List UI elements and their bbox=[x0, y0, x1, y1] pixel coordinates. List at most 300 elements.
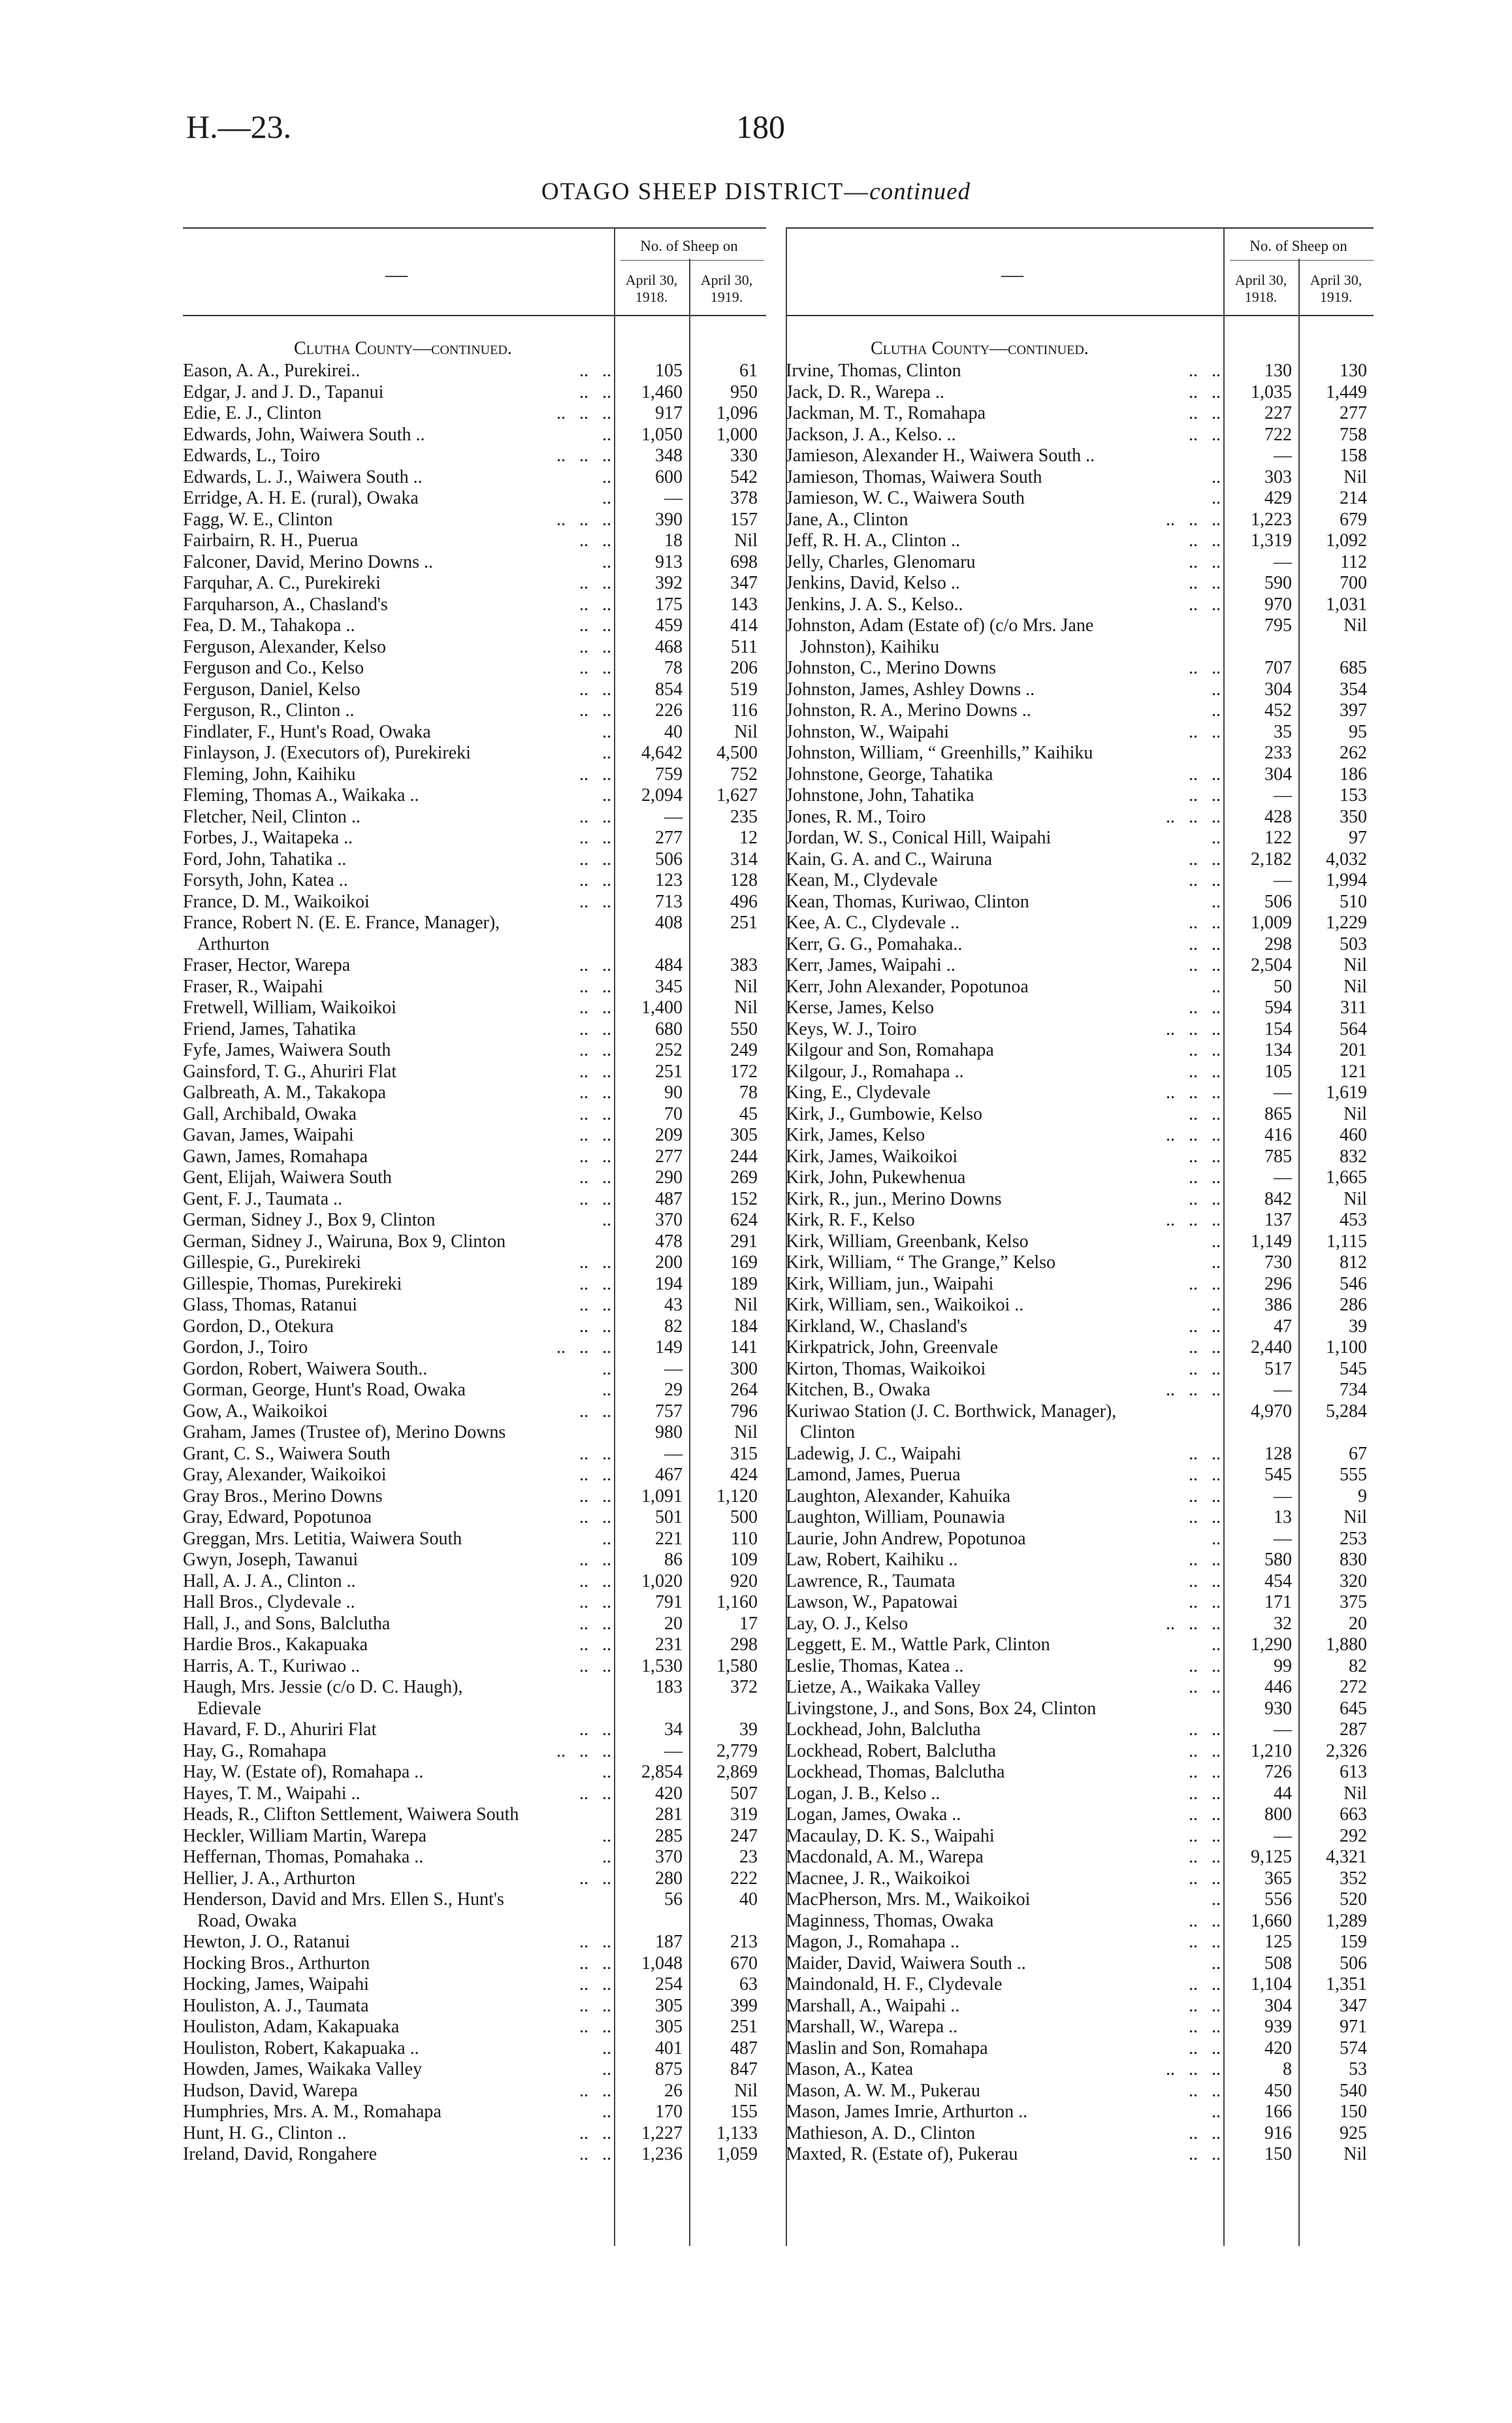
sheep-1918: 150 bbox=[1264, 2144, 1292, 2164]
leader-dots: .. bbox=[602, 2059, 611, 2079]
leader-dots: .. .. bbox=[579, 1018, 611, 1039]
table-row bbox=[183, 510, 766, 531]
owner-name: Gillespie, G., Purekireki bbox=[183, 1252, 361, 1273]
sheep-1918: 2,504 bbox=[1251, 955, 1292, 975]
leader-dots: .. .. bbox=[579, 1974, 611, 1994]
leader-dots: .. .. .. bbox=[1166, 1380, 1221, 1400]
table-row bbox=[183, 700, 766, 722]
leader-dots: .. .. bbox=[579, 1082, 611, 1103]
leader-dots: .. .. bbox=[579, 1252, 611, 1273]
sheep-1919: Nil bbox=[734, 998, 758, 1018]
leader-dots: .. bbox=[602, 466, 611, 487]
sheep-1918: 854 bbox=[655, 679, 683, 700]
page-number: 180 bbox=[736, 108, 785, 145]
leader-dots: .. .. bbox=[579, 1188, 611, 1209]
sheep-1919: 1,994 bbox=[1326, 870, 1367, 890]
table-row bbox=[183, 1826, 766, 1847]
sheep-1918: 128 bbox=[1264, 1443, 1292, 1464]
sheep-1919: 352 bbox=[1340, 1868, 1367, 1889]
leader-dots: .. .. bbox=[579, 1932, 611, 1952]
sheep-1919: Nil bbox=[734, 721, 758, 742]
sheep-1919: 546 bbox=[1340, 1273, 1367, 1294]
owner-name: Maindonald, H. F., Clydevale bbox=[786, 1974, 1003, 1994]
sheep-1919: Nil bbox=[734, 1422, 758, 1442]
leader-dots: .. .. bbox=[1189, 551, 1221, 572]
table-row bbox=[786, 849, 1374, 871]
table-row bbox=[786, 1996, 1374, 2017]
owner-name: Fairbairn, R. H., Puerua bbox=[183, 530, 359, 551]
owner-name: Marshall, W., Warepa .. bbox=[786, 2017, 958, 2037]
leader-dots: .. .. bbox=[579, 1125, 611, 1145]
table-row bbox=[786, 1719, 1374, 1741]
leader-dots: .. .. bbox=[579, 806, 611, 827]
table-row bbox=[183, 1529, 766, 1550]
table-row bbox=[183, 530, 766, 552]
sheep-1919: 734 bbox=[1340, 1380, 1367, 1400]
table-row bbox=[183, 849, 766, 871]
sheep-1918: — bbox=[1274, 1528, 1292, 1549]
table-row bbox=[786, 403, 1374, 425]
table-row bbox=[786, 1337, 1374, 1359]
owner-name: Kee, A. C., Clydevale .. bbox=[786, 913, 959, 933]
sheep-1918: 791 bbox=[655, 1592, 683, 1612]
table-row bbox=[183, 467, 766, 489]
owner-name: Johnston, Adam (Estate of) (c/o Mrs. Jane bbox=[786, 615, 1094, 636]
owner-name: Gillespie, Thomas, Purekireki bbox=[183, 1273, 402, 1294]
leader-dots: .. .. bbox=[1189, 1677, 1221, 1697]
table-row bbox=[183, 2038, 766, 2060]
owner-name: Hall, A. J. A., Clinton .. bbox=[183, 1570, 356, 1591]
owner-name: Maider, David, Waiwera South .. bbox=[786, 1953, 1026, 1974]
sheep-1918: 726 bbox=[1264, 1762, 1292, 1782]
leader-dots: .. .. bbox=[579, 2080, 611, 2101]
owner-name: Henderson, David and Mrs. Ellen S., Hunt's bbox=[183, 1889, 504, 1910]
owner-name: Gent, F. J., Taumata .. bbox=[183, 1188, 343, 1209]
sheep-1919: Nil bbox=[1343, 2144, 1367, 2164]
table-row bbox=[786, 1571, 1374, 1593]
sheep-1919: 545 bbox=[1340, 1358, 1367, 1379]
owner-name: Laurie, John Andrew, Popotunoa bbox=[786, 1528, 1026, 1549]
leader-dots: .. .. bbox=[579, 1316, 611, 1337]
table-row bbox=[183, 1953, 766, 1975]
table-row bbox=[786, 1295, 1374, 1316]
sheep-1918: 1,009 bbox=[1251, 913, 1292, 933]
table-row bbox=[183, 1316, 766, 1338]
leader-dots: .. .. .. bbox=[1166, 806, 1221, 827]
sheep-1919: 189 bbox=[730, 1273, 758, 1294]
owner-name: Mason, James Imrie, Arthurton .. bbox=[786, 2102, 1028, 2122]
owner-name: Kirk, William, Greenbank, Kelso bbox=[786, 1231, 1029, 1252]
owner-name: Grant, C. S., Waiwera South bbox=[183, 1443, 391, 1464]
sheep-1919: 319 bbox=[730, 1804, 758, 1825]
owner-name: Finlayson, J. (Executors of), Purekireki bbox=[183, 743, 471, 763]
table-row bbox=[786, 1974, 1374, 1996]
table-row bbox=[183, 1592, 766, 1614]
leader-dots: .. .. .. bbox=[1166, 1082, 1221, 1103]
leader-dots: .. bbox=[602, 1528, 611, 1549]
sheep-1919: 320 bbox=[1340, 1570, 1367, 1591]
sheep-1919: 752 bbox=[730, 764, 758, 785]
table-row bbox=[183, 2081, 766, 2102]
table-row bbox=[786, 1401, 1374, 1423]
sheep-1918: 1,149 bbox=[1251, 1231, 1292, 1252]
owner-name: Jackson, J. A., Kelso. .. bbox=[786, 424, 956, 445]
sheep-1918: 454 bbox=[1264, 1570, 1292, 1591]
left-table bbox=[183, 227, 766, 2226]
table-row bbox=[183, 1571, 766, 1593]
sheep-1919: 507 bbox=[730, 1783, 758, 1804]
sheep-1919: 155 bbox=[730, 2102, 758, 2122]
sheep-1919: 287 bbox=[1340, 1719, 1367, 1740]
sheep-1918: 757 bbox=[655, 1401, 683, 1422]
sheep-1918: 277 bbox=[655, 1146, 683, 1167]
owner-name: Edwards, John, Waiwera South .. bbox=[183, 424, 425, 445]
sheep-1919: 2,779 bbox=[716, 1740, 758, 1761]
sheep-1918: 508 bbox=[1264, 1953, 1292, 1974]
leader-dots: .. bbox=[1212, 679, 1221, 700]
sheep-1918: 501 bbox=[655, 1507, 683, 1527]
table-row bbox=[786, 1104, 1374, 1126]
sheep-1918: 390 bbox=[655, 509, 683, 530]
table-row bbox=[786, 446, 1374, 467]
section-heading bbox=[183, 337, 766, 361]
sheep-1918: 785 bbox=[1264, 1146, 1292, 1167]
owner-name: Hocking, James, Waipahi bbox=[183, 1974, 369, 1994]
sheep-1918: 40 bbox=[664, 721, 683, 742]
table-row bbox=[183, 488, 766, 510]
owner-name: Glass, Thomas, Ratanui bbox=[183, 1295, 358, 1315]
sheep-1918: 429 bbox=[1264, 488, 1292, 508]
leader-dots: .. .. bbox=[579, 891, 611, 912]
owner-name: Forsyth, John, Katea .. bbox=[183, 870, 348, 890]
sheep-1918: 594 bbox=[1264, 998, 1292, 1018]
owner-name: Hall, J., and Sons, Balclutha bbox=[183, 1613, 391, 1634]
table-row bbox=[786, 2038, 1374, 2060]
right-header-no-of-sheep: No. of Sheep on bbox=[1249, 238, 1347, 254]
table-row bbox=[183, 679, 766, 701]
sheep-1919: Nil bbox=[1343, 1103, 1367, 1124]
sheep-1918: 8 bbox=[1283, 2059, 1292, 2079]
sheep-1919: 300 bbox=[730, 1358, 758, 1379]
sheep-1918: 20 bbox=[664, 1613, 683, 1634]
leader-dots: .. .. .. bbox=[556, 446, 611, 466]
sheep-1919: 40 bbox=[739, 1889, 758, 1910]
table-row bbox=[786, 1082, 1374, 1104]
owner-name: Jenkins, J. A. S., Kelso.. bbox=[786, 594, 963, 615]
table-row bbox=[183, 1486, 766, 1508]
leader-dots: .. .. bbox=[579, 2017, 611, 2037]
owner-name: Hall Bros., Clydevale .. bbox=[183, 1592, 355, 1612]
owner-name: Jones, R. M., Toiro bbox=[786, 806, 926, 827]
table-row bbox=[786, 1465, 1374, 1486]
owner-name: Johnston, R. A., Merino Downs .. bbox=[786, 700, 1031, 721]
owner-name: Kuriwao Station (J. C. Borthwick, Manager), bbox=[786, 1401, 1117, 1422]
sheep-1918: 194 bbox=[655, 1273, 683, 1294]
sheep-1918: 4,970 bbox=[1251, 1401, 1292, 1422]
sheep-1919: 1,665 bbox=[1326, 1167, 1367, 1188]
sheep-1918: 90 bbox=[664, 1082, 683, 1103]
sheep-1919: 152 bbox=[730, 1188, 758, 1209]
sheep-1919: 1,449 bbox=[1326, 382, 1367, 402]
owner-name: Macnee, J. R., Waikoikoi bbox=[786, 1868, 971, 1889]
table-row bbox=[183, 2059, 766, 2081]
sheep-1919: 372 bbox=[730, 1677, 758, 1697]
leader-dots: .. .. bbox=[1189, 2122, 1221, 2143]
leader-dots: .. .. bbox=[1189, 1337, 1221, 1358]
table-row bbox=[183, 1104, 766, 1126]
owner-name: Greggan, Mrs. Letitia, Waiwera South bbox=[183, 1528, 462, 1549]
owner-name: Macaulay, D. K. S., Waipahi bbox=[786, 1825, 995, 1846]
sheep-1919: 383 bbox=[730, 955, 758, 975]
table-row bbox=[786, 1040, 1374, 1062]
owner-name: Harris, A. T., Kuriwao .. bbox=[183, 1655, 361, 1676]
sheep-1919: 262 bbox=[1340, 743, 1367, 763]
owner-name: Logan, J. B., Kelso .. bbox=[786, 1783, 941, 1804]
table-row bbox=[183, 446, 766, 467]
table-row bbox=[183, 1019, 766, 1041]
leader-dots: .. .. bbox=[579, 530, 611, 551]
sheep-1918: 370 bbox=[655, 1847, 683, 1867]
table-row bbox=[183, 722, 766, 743]
sheep-1918: 487 bbox=[655, 1188, 683, 1209]
leader-dots: .. .. bbox=[1189, 530, 1221, 551]
sheep-1918: 1,210 bbox=[1251, 1740, 1292, 1761]
table-row bbox=[786, 1911, 1374, 1932]
leader-dots: .. .. bbox=[1189, 403, 1221, 423]
table-row bbox=[183, 998, 766, 1019]
leader-dots: .. .. bbox=[1189, 1655, 1221, 1676]
leader-dots: .. .. bbox=[1189, 573, 1221, 593]
sheep-1919: 130 bbox=[1340, 361, 1367, 381]
sheep-1919: 847 bbox=[730, 2059, 758, 2079]
owner-name: German, Sidney J., Wairuna, Box 9, Clinton bbox=[183, 1231, 506, 1252]
table-row bbox=[183, 1783, 766, 1805]
owner-name: Hay, G., Romahapa bbox=[183, 1740, 327, 1761]
owner-name: Edwards, L., Toiro bbox=[183, 446, 320, 466]
sheep-1918: 226 bbox=[655, 700, 683, 721]
owner-name: Jamieson, Thomas, Waiwera South bbox=[786, 466, 1042, 487]
table-row bbox=[786, 361, 1374, 382]
table-row bbox=[183, 892, 766, 913]
sheep-1919: 315 bbox=[730, 1443, 758, 1464]
sheep-1918: 730 bbox=[1264, 1252, 1292, 1273]
leader-dots: .. .. bbox=[579, 1040, 611, 1060]
table-row bbox=[786, 1486, 1374, 1508]
sheep-1919: 950 bbox=[730, 382, 758, 402]
table-row bbox=[183, 977, 766, 998]
sheep-1919: 39 bbox=[739, 1719, 758, 1740]
table-row bbox=[183, 1656, 766, 1678]
leader-dots: .. bbox=[1212, 700, 1221, 721]
leader-dots: .. .. bbox=[1189, 1783, 1221, 1804]
sheep-1918: — bbox=[1274, 870, 1292, 890]
sheep-1918: 917 bbox=[655, 403, 683, 423]
leader-dots: .. .. bbox=[579, 2122, 611, 2143]
sheep-1919: 1,627 bbox=[716, 785, 758, 805]
table-row bbox=[786, 1189, 1374, 1211]
table-row bbox=[183, 573, 766, 594]
sheep-1919: 550 bbox=[730, 1018, 758, 1039]
owner-name: Kitchen, B., Owaka bbox=[786, 1380, 931, 1400]
leader-dots: .. .. bbox=[579, 1550, 611, 1570]
leader-dots: .. bbox=[1212, 1634, 1221, 1655]
sheep-1919: 121 bbox=[1340, 1061, 1367, 1082]
leader-dots: .. bbox=[602, 2038, 611, 2058]
table-row bbox=[183, 870, 766, 892]
sheep-1918: 420 bbox=[1264, 2038, 1292, 2058]
leader-dots: .. .. bbox=[579, 361, 611, 381]
owner-name: Marshall, A., Waipahi .. bbox=[786, 1995, 960, 2016]
owner-name: Hardie Bros., Kakapuaka bbox=[183, 1634, 368, 1655]
sheep-1918: — bbox=[1274, 446, 1292, 466]
sheep-1919: 186 bbox=[1340, 764, 1367, 785]
sheep-1919: 2,869 bbox=[716, 1762, 758, 1782]
table-row bbox=[786, 1634, 1374, 1656]
owner-name: Gordon, D., Otekura bbox=[183, 1316, 334, 1337]
table-row bbox=[183, 1550, 766, 1571]
leader-dots: .. .. bbox=[1189, 955, 1221, 975]
sheep-1918: 707 bbox=[1264, 658, 1292, 678]
sheep-1918: 154 bbox=[1264, 1018, 1292, 1039]
leader-dots: .. .. bbox=[579, 1465, 611, 1485]
sheep-1918: 545 bbox=[1264, 1465, 1292, 1485]
leader-dots: .. .. bbox=[1189, 1825, 1221, 1846]
sheep-1918: 1,530 bbox=[641, 1655, 683, 1676]
sheep-1919: 487 bbox=[730, 2038, 758, 2058]
sheep-1918: — bbox=[664, 806, 683, 827]
owner-name: Magon, J., Romahapa .. bbox=[786, 1932, 959, 1952]
sheep-1919: 540 bbox=[1340, 2080, 1367, 2101]
leader-dots: .. bbox=[1212, 1528, 1221, 1549]
sheep-1919: 109 bbox=[730, 1550, 758, 1570]
owner-name: Jordan, W. S., Conical Hill, Waipahi bbox=[786, 828, 1052, 848]
owner-name: Kirk, John, Pukewhenua bbox=[786, 1167, 966, 1188]
leader-dots: .. .. bbox=[579, 1719, 611, 1740]
table-row bbox=[786, 1444, 1374, 1465]
sheep-1918: 43 bbox=[664, 1295, 683, 1315]
sheep-1918: 1,236 bbox=[641, 2144, 683, 2164]
owner-name: MacPherson, Mrs. M., Waikoikoi bbox=[786, 1889, 1031, 1910]
leader-dots: .. .. .. bbox=[556, 509, 611, 530]
table-row bbox=[786, 1614, 1374, 1635]
leader-dots: .. .. bbox=[579, 1486, 611, 1506]
table-row bbox=[183, 2017, 766, 2038]
owner-name: Fraser, Hector, Warepa bbox=[183, 955, 351, 975]
leader-dots: .. .. bbox=[579, 636, 611, 657]
leader-dots: .. .. bbox=[579, 1868, 611, 1889]
table-row bbox=[183, 1274, 766, 1295]
leader-dots: .. .. .. bbox=[1166, 509, 1221, 530]
owner-name: Gainsford, T. G., Ahuriri Flat bbox=[183, 1061, 397, 1082]
sheep-1918: 1,460 bbox=[641, 382, 683, 402]
sheep-1919: Nil bbox=[1343, 955, 1367, 975]
sheep-1919: 378 bbox=[730, 488, 758, 508]
sheep-1919: 291 bbox=[730, 1231, 758, 1252]
sheep-1918: 296 bbox=[1264, 1273, 1292, 1294]
table-row bbox=[786, 998, 1374, 1019]
sheep-1919: 1,092 bbox=[1326, 530, 1367, 551]
leader-dots: .. .. bbox=[579, 594, 611, 615]
table-row bbox=[786, 1125, 1374, 1146]
owner-name: Hocking Bros., Arthurton bbox=[183, 1953, 370, 1974]
owner-name: Lockhead, Thomas, Balclutha bbox=[786, 1762, 1005, 1782]
sheep-1919: Nil bbox=[734, 2080, 758, 2101]
table-row bbox=[183, 2102, 766, 2123]
leader-dots: .. .. bbox=[1189, 1167, 1221, 1188]
sheep-1919: 213 bbox=[730, 1932, 758, 1952]
owner-name: Kean, M., Clydevale bbox=[786, 870, 938, 890]
owner-name: Jeff, R. H. A., Clinton .. bbox=[786, 530, 961, 551]
leader-dots: .. bbox=[1212, 828, 1221, 848]
leader-dots: .. bbox=[1212, 1252, 1221, 1273]
leader-dots: .. bbox=[602, 1847, 611, 1867]
sheep-1918: 130 bbox=[1264, 361, 1292, 381]
owner-name: Jack, D. R., Warepa .. bbox=[786, 382, 944, 402]
table-row bbox=[183, 1252, 766, 1274]
sheep-1919: 12 bbox=[739, 828, 758, 848]
table-row bbox=[183, 594, 766, 616]
leader-dots: .. .. bbox=[579, 849, 611, 870]
owner-name: Leggett, E. M., Wattle Park, Clinton bbox=[786, 1634, 1050, 1655]
sheep-1918: 290 bbox=[655, 1167, 683, 1188]
title-continued: continued bbox=[869, 178, 971, 205]
sheep-1918: 939 bbox=[1264, 2017, 1292, 2037]
sheep-1919: Nil bbox=[734, 1295, 758, 1315]
sheep-1919: 613 bbox=[1340, 1762, 1367, 1782]
table-row bbox=[786, 1889, 1374, 1911]
owner-name: Hunt, H. G., Clinton .. bbox=[183, 2122, 347, 2143]
owner-name: Falconer, David, Merino Downs .. bbox=[183, 551, 434, 572]
sheep-1918: 401 bbox=[655, 2038, 683, 2058]
sheep-1919: 645 bbox=[1340, 1698, 1367, 1719]
owner-name: France, Robert N. (E. E. France, Manager), bbox=[183, 913, 500, 933]
sheep-1918: 2,094 bbox=[641, 785, 683, 805]
table-row bbox=[183, 1996, 766, 2017]
owner-name: Fea, D. M., Tahakopa .. bbox=[183, 615, 355, 636]
leader-dots: .. .. bbox=[1189, 1910, 1221, 1931]
owner-name: Fretwell, William, Waikoikoi bbox=[183, 998, 396, 1018]
leader-dots: .. bbox=[602, 424, 611, 445]
owner-name: Johnston, C., Merino Downs bbox=[786, 658, 997, 678]
owner-name: Jelly, Charles, Glenomaru bbox=[786, 551, 976, 572]
sheep-1918: 233 bbox=[1264, 743, 1292, 763]
table-row bbox=[183, 828, 766, 849]
sheep-1919: 53 bbox=[1349, 2059, 1367, 2079]
sheep-1919: 555 bbox=[1340, 1465, 1367, 1485]
sheep-1919: 45 bbox=[739, 1103, 758, 1124]
table-row bbox=[183, 1847, 766, 1868]
sheep-1919: 314 bbox=[730, 849, 758, 870]
table-row bbox=[183, 1444, 766, 1465]
sheep-1918: — bbox=[664, 1443, 683, 1464]
sheep-1918: 32 bbox=[1274, 1613, 1292, 1634]
leader-dots: .. .. bbox=[579, 1167, 611, 1188]
sheep-1919: 253 bbox=[1340, 1528, 1367, 1549]
sheep-1919: 812 bbox=[1340, 1252, 1367, 1273]
sheep-1919: 663 bbox=[1340, 1804, 1367, 1825]
table-row bbox=[183, 1889, 766, 1911]
owner-name: Ferguson, Alexander, Kelso bbox=[183, 636, 386, 657]
sheep-1918: 18 bbox=[664, 530, 683, 551]
sheep-1918: 305 bbox=[655, 2017, 683, 2037]
sheep-1918: 1,400 bbox=[641, 998, 683, 1018]
sheep-1919: 23 bbox=[739, 1847, 758, 1867]
sheep-1918: 305 bbox=[655, 1995, 683, 2016]
sheep-1918: 1,290 bbox=[1251, 1634, 1292, 1655]
table-row bbox=[786, 977, 1374, 998]
sheep-1919: 95 bbox=[1349, 721, 1367, 742]
sheep-1919: 679 bbox=[1340, 509, 1367, 530]
